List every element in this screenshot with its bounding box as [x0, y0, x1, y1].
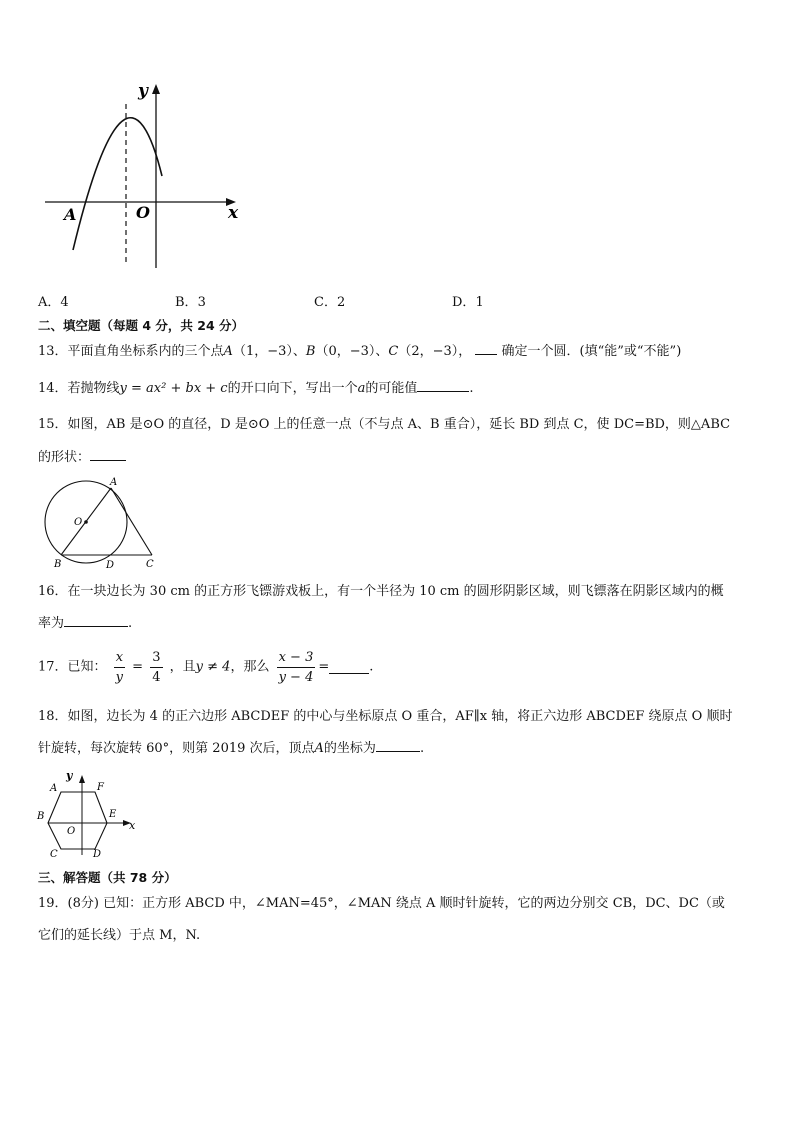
fraction-x-over-y: $\frac{x}{y}$ [115, 650, 124, 685]
fraction-target: $\frac{x - 3}{y - 4}$ [278, 650, 314, 685]
hexagon-figure [36, 766, 146, 858]
label-c: C [146, 559, 154, 570]
label-d: D [106, 560, 115, 570]
label-b: B [54, 559, 62, 570]
label-x: x [228, 203, 239, 223]
label-y: y [66, 769, 73, 782]
label-x: x [129, 819, 136, 832]
fraction-3-over-4: $\frac{3}{4}$ [152, 650, 161, 685]
label-a: A [64, 205, 77, 224]
label-a: A [110, 477, 118, 488]
answer-blank-13[interactable] [475, 342, 497, 355]
y-axis-arrow [152, 84, 160, 94]
circle-triangle-figure [38, 474, 163, 570]
y-axis-arrow [79, 775, 85, 783]
label-y: y [138, 81, 148, 101]
label-a: A [50, 783, 58, 794]
choice-d[interactable]: D．1 [452, 295, 484, 310]
answer-blank-15[interactable] [90, 448, 126, 461]
question-15-line-1: 15．如图，AB 是⊙O 的直径，D 是⊙O 上的任意一点（不与点 A、B 重合），延长 BD 到点 C，使 DC=BD，则△ABC [38, 417, 731, 432]
question-18-line-2: 针旋转，每次旋转 60°，则第 2019 次后，顶点A的坐标为 . [38, 741, 425, 756]
choice-b[interactable]: B．3 [175, 295, 206, 310]
answer-blank-17[interactable] [329, 661, 369, 674]
label-e: E [109, 809, 117, 820]
label-f: F [97, 782, 104, 793]
question-16-line-1: 16．在一块边长为 30 cm 的正方形飞镖游戏板上，有一个半径为 10 cm 的圆形阴影区域，则飞镖落在阴影区域内的概 [38, 584, 724, 599]
parabola-figure [40, 80, 250, 270]
answer-blank-18[interactable] [376, 739, 420, 752]
label-c: C [50, 849, 58, 858]
question-13: 13．平面直角坐标系内的三个点A（1，−3）、B（0，−3）、C（2，−3）， 确定一个圆．(填“能”或“不能”) [38, 344, 682, 359]
label-d: D [93, 849, 102, 858]
center-dot [84, 520, 88, 524]
answer-blank-14[interactable] [417, 379, 469, 392]
label-o: O [67, 826, 76, 837]
question-17: 17．已知： $\frac{x}{y}$ = $\frac{3}{4}$ ，且y ≠ 4，那么 $\frac{x - 3}{y - 4}$ = . [38, 650, 374, 685]
question-14: 14．若抛物线y = ax² + bx + c的开口向下，写出一个a的可能值 . [38, 381, 474, 396]
choice-a[interactable]: A．4 [38, 295, 69, 310]
question-16-line-2: 率为 . [38, 616, 133, 631]
parabola-curve [73, 118, 162, 250]
label-o: O [136, 203, 150, 222]
section-3-title: 三、解答题（共 78 分） [38, 870, 177, 885]
section-2-title: 二、填空题（每题 4 分，共 24 分） [38, 318, 245, 333]
label-b: B [37, 811, 45, 822]
answer-blank-16[interactable] [64, 614, 128, 627]
choice-c[interactable]: C．2 [314, 295, 346, 310]
label-o: O [74, 517, 83, 528]
question-19-line-1: 19．(8分) 已知：正方形 ABCD 中，∠MAN=45°，∠MAN 绕点 A 顺时针旋转，它的两边分别交 CB，DC、DC（或 [38, 896, 725, 911]
parabola-formula: y = ax² + bx + c [119, 381, 228, 396]
hexagon [48, 792, 107, 849]
question-19-line-2: 它们的延长线）于点 M，N. [38, 928, 201, 943]
segment-ac [111, 488, 152, 555]
question-15-line-2: 的形状： [38, 448, 126, 467]
question-18-line-1: 18．如图，边长为 4 的正六边形 ABCDEF 的中心与坐标原点 O 重合，AF∥x 轴，将正六边形 ABCDEF 绕原点 O 顺时 [38, 709, 733, 724]
